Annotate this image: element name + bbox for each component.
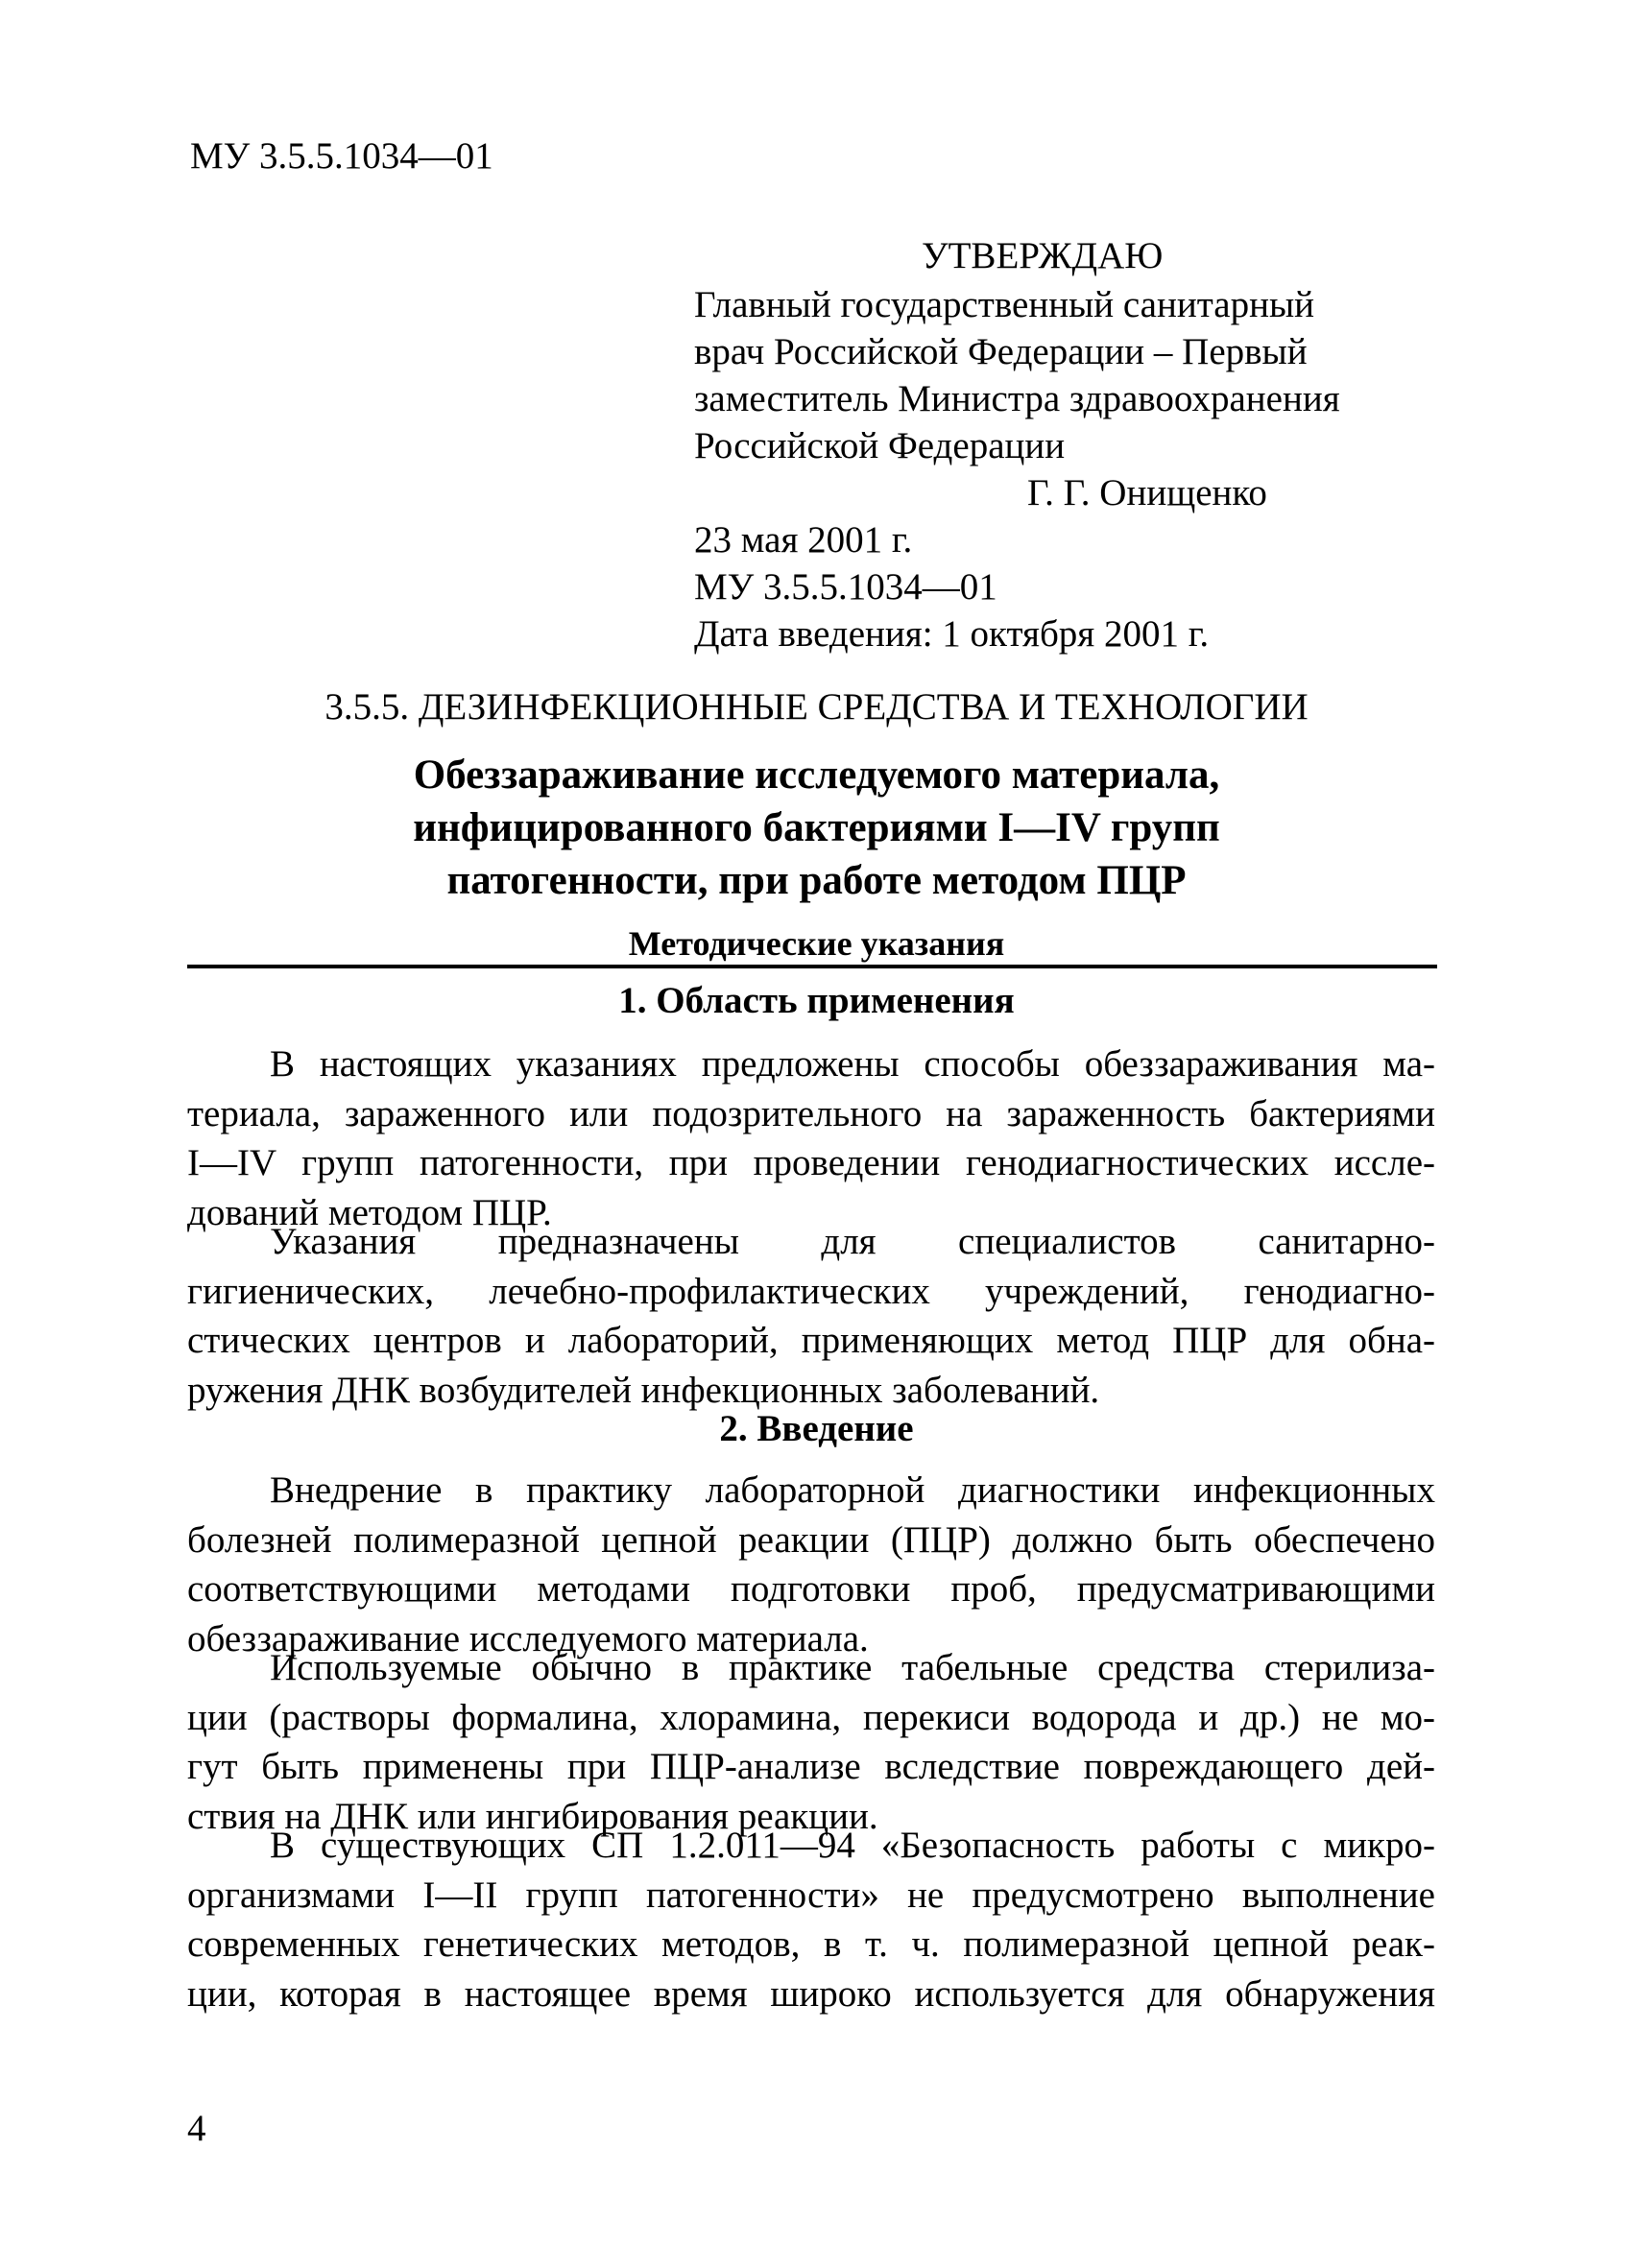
text-line: соответствующими методами подготовки проб, предусматривающими	[187, 1568, 1435, 1610]
text-line: болезней полимеразной цепной реакции (ПЦР) должно быть обеспечено	[187, 1518, 1435, 1561]
text-line: обеззараживание исследуемого материала.	[187, 1617, 869, 1659]
approval-line: врач Российской Федерации – Первый	[694, 331, 1308, 372]
text-line: гут быть применены при ПЦР-анализе вследствие повреждающего дей-	[187, 1746, 1435, 1787]
text-line: В существующих СП 1.2.011—94 «Безопасность работы с микро-	[270, 1825, 1435, 1866]
section-heading-scope: 1. Область применения	[618, 980, 1015, 1021]
approval-code: МУ 3.5.5.1034—01	[694, 566, 997, 608]
text-line: Внедрение в практику лабораторной диагностики инфекционных	[270, 1469, 1435, 1511]
approval-block	[694, 281, 1462, 657]
text-line: стических центров и лабораторий, применяющих метод ПЦР для обна-	[187, 1320, 1435, 1361]
text-line: ции, которая в настоящее время широко используется для обнаружения	[187, 1972, 1435, 2015]
page-number: 4	[187, 2108, 206, 2149]
text-line: В настоящих указаниях предложены способы обеззараживания ма-	[270, 1043, 1435, 1085]
title-line: патогенности, при работе методом ПЦР	[446, 858, 1187, 903]
section-heading-introduction: 2. Введение	[719, 1408, 914, 1449]
horizontal-rule	[187, 965, 1437, 968]
paragraph-intro-2	[187, 1643, 1435, 1841]
approval-line: Главный государственный санитарный	[694, 284, 1315, 325]
text-line: I—IV групп патогенности, при проведении генодиагностических иссле-	[187, 1142, 1435, 1183]
text-line: современных генетических методов, в т. ч. полимеразной цепной реак-	[187, 1923, 1435, 1965]
text-line: ружения ДНК возбудителей инфекционных заболеваний.	[187, 1369, 1100, 1411]
paragraph-intro-1	[187, 1466, 1435, 1663]
paragraph-scope-1	[187, 1039, 1435, 1237]
series-title: 3.5.5. ДЕЗИНФЕКЦИОННЫЕ СРЕДСТВА И ТЕХНОЛОГИИ	[324, 686, 1309, 728]
text-line: дований методом ПЦР.	[187, 1191, 552, 1233]
text-line: Используемые обычно в практике табельные средства стерилиза-	[270, 1647, 1435, 1688]
doc-code-header: МУ 3.5.5.1034—01	[190, 135, 493, 177]
text-line: териала, зараженного или подозрительного на зараженность бактериями	[187, 1092, 1435, 1134]
title-line: инфицированного бактериями I—IV групп	[413, 805, 1220, 850]
text-line: ствия на ДНК или ингибирования реакции.	[187, 1795, 878, 1837]
approval-heading: УТВЕРЖДАЮ	[922, 235, 1164, 276]
document-title	[0, 749, 1633, 907]
paragraph-scope-2	[187, 1217, 1435, 1415]
approval-line: Российской Федерации	[694, 425, 1066, 466]
title-line: Обеззараживание исследуемого материала,	[413, 752, 1220, 798]
text-line: организмами I—II групп патогенности» не предусмотрено выполнение	[187, 1874, 1435, 1916]
paragraph-intro-3	[187, 1821, 1435, 2018]
approval-effective-date: Дата введения: 1 октября 2001 г.	[694, 613, 1210, 655]
document-type: Методические указания	[628, 924, 1005, 963]
approval-date: 23 мая 2001 г.	[694, 519, 913, 561]
text-line: ции (растворы формалина, хлорамина, перекиси водорода и др.) не мо-	[187, 1696, 1435, 1738]
approval-signer: Г. Г. Онищенко	[1027, 472, 1267, 513]
text-line: Указания предназначены для специалистов санитарно-	[270, 1221, 1435, 1262]
approval-line: заместитель Министра здравоохранения	[694, 378, 1340, 419]
text-line: гигиенических, лечебно-профилактических учреждений, генодиагно-	[187, 1270, 1435, 1312]
